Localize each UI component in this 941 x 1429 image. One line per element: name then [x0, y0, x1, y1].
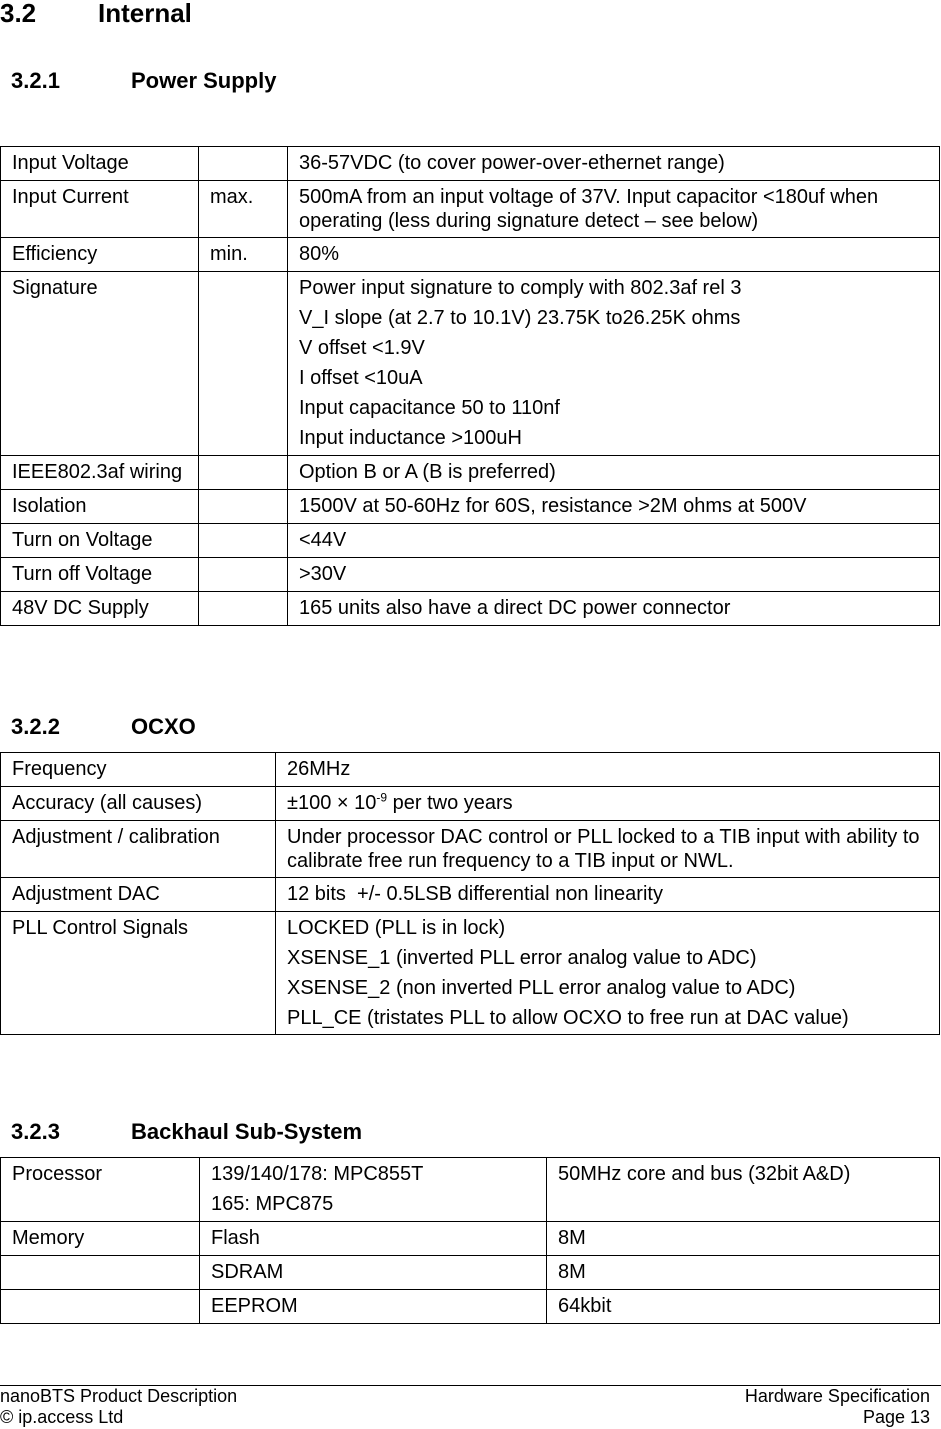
table-row — [1, 1158, 940, 1222]
power-supply-title: Power Supply — [131, 68, 277, 93]
param-cell: Input Voltage — [1, 147, 199, 181]
table-row — [1, 490, 940, 524]
value-cell — [276, 787, 940, 821]
table-row — [1, 147, 940, 181]
value-line: 165: MPC875 — [211, 1193, 334, 1215]
value-cell — [276, 821, 940, 878]
value-cell: 64kbit — [547, 1290, 940, 1324]
value-cell — [288, 238, 940, 272]
component-cell — [200, 1158, 547, 1222]
param-cell: IEEE802.3af wiring — [1, 456, 199, 490]
power-supply-heading — [11, 68, 276, 94]
param-cell: Accuracy (all causes) — [1, 787, 276, 821]
ocxo-number: 3.2.2 — [11, 714, 60, 739]
value-line: 26MHz — [287, 758, 351, 780]
param-cell: Input Current — [1, 181, 199, 238]
value-cell: 8M — [547, 1256, 940, 1290]
accuracy-exponent: -9 — [376, 790, 388, 805]
table-row — [1, 1222, 940, 1256]
qualifier-cell — [199, 272, 288, 456]
qualifier-cell — [199, 524, 288, 558]
table-row — [1, 753, 940, 787]
value-line: Option B or A (B is preferred) — [299, 461, 556, 483]
footer-page-number: Page 13 — [862, 1407, 930, 1427]
ocxo-title: OCXO — [131, 714, 196, 739]
section-title: Internal — [98, 0, 192, 28]
table-row — [1, 1290, 940, 1324]
backhaul-number: 3.2.3 — [11, 1119, 60, 1144]
value-line: XSENSE_1 (inverted PLL error analog value to ADC) — [287, 947, 757, 969]
value-line: 36-57VDC (to cover power-over-ethernet range) — [299, 152, 725, 174]
section-number: 3.2 — [0, 0, 37, 28]
footer-document-title: nanoBTS Product Description — [0, 1386, 238, 1406]
ocxo-table — [0, 752, 940, 1035]
param-cell: Memory — [1, 1222, 200, 1256]
param-cell — [1, 1256, 200, 1290]
value-line: 139/140/178: MPC855T — [211, 1163, 424, 1185]
param-cell — [1, 1290, 200, 1324]
value-line: Flash — [211, 1227, 260, 1249]
qualifier-cell — [199, 592, 288, 626]
value-line: V_I slope (at 2.7 to 10.1V) 23.75K to26.25K ohms — [299, 307, 741, 329]
value-cell — [288, 490, 940, 524]
qualifier-cell: min. — [199, 238, 288, 272]
value-line: >30V — [299, 563, 347, 585]
value-line: 1500V at 50-60Hz for 60S, resistance >2M ohms at 500V — [299, 495, 807, 517]
value-cell — [288, 181, 940, 238]
backhaul-heading — [11, 1119, 362, 1145]
value-line: EEPROM — [211, 1295, 298, 1317]
ocxo-heading — [11, 714, 196, 740]
table-row — [1, 272, 940, 456]
value-line: 80% — [299, 243, 340, 265]
table-row — [1, 238, 940, 272]
value-line: 165 units also have a direct DC power connector — [299, 597, 731, 619]
param-cell: 48V DC Supply — [1, 592, 199, 626]
value-line: <44V — [299, 529, 347, 551]
value-line: I offset <10uA — [299, 367, 423, 389]
qualifier-cell — [199, 490, 288, 524]
param-cell: Processor — [1, 1158, 200, 1222]
value-line: SDRAM — [211, 1261, 284, 1283]
param-cell: Efficiency — [1, 238, 199, 272]
accuracy-prefix: ±100 × 10 — [287, 792, 377, 814]
value-line: V offset <1.9V — [299, 337, 425, 359]
table-row — [1, 558, 940, 592]
component-cell — [200, 1256, 547, 1290]
table-row — [1, 524, 940, 558]
backhaul-title: Backhaul Sub-System — [131, 1119, 363, 1144]
value-line: Under processor DAC control or PLL locked to a TIB input with ability to calibrate free run frequency to a TIB input or NWL. — [287, 826, 920, 872]
qualifier-cell — [199, 456, 288, 490]
value-cell — [288, 558, 940, 592]
value-line: LOCKED (PLL is in lock) — [287, 917, 506, 939]
component-cell — [200, 1222, 547, 1256]
table-row — [1, 181, 940, 238]
param-cell: Turn on Voltage — [1, 524, 199, 558]
qualifier-cell: max. — [199, 181, 288, 238]
power-supply-table — [0, 146, 940, 626]
footer-section-title: Hardware Specification — [744, 1386, 930, 1406]
accuracy-suffix: per two years — [387, 792, 513, 814]
table-row — [1, 1256, 940, 1290]
table-row — [1, 878, 940, 912]
param-cell: Adjustment / calibration — [1, 821, 276, 878]
table-row — [1, 456, 940, 490]
value-cell — [288, 524, 940, 558]
value-cell — [288, 147, 940, 181]
param-cell: Adjustment DAC — [1, 878, 276, 912]
value-cell — [276, 912, 940, 1035]
backhaul-table — [0, 1157, 940, 1324]
param-cell: PLL Control Signals — [1, 912, 276, 1035]
table-row — [1, 787, 940, 821]
value-line: 12 bits +/- 0.5LSB differential non linearity — [287, 883, 663, 905]
value-line: PLL_CE (tristates PLL to allow OCXO to free run at DAC value) — [287, 1007, 849, 1029]
param-cell: Turn off Voltage — [1, 558, 199, 592]
value-line: 500mA from an input voltage of 37V. Input capacitor <180uf when operating (less during signature detect – see below) — [299, 186, 879, 232]
power-supply-number: 3.2.1 — [11, 68, 60, 93]
value-cell: 8M — [547, 1222, 940, 1256]
param-cell: Isolation — [1, 490, 199, 524]
section-heading — [0, 0, 192, 29]
value-cell — [288, 592, 940, 626]
footer-copyright: © ip.access Ltd — [0, 1407, 124, 1427]
table-row — [1, 821, 940, 878]
table-row — [1, 592, 940, 626]
value-cell — [276, 753, 940, 787]
value-cell: 50MHz core and bus (32bit A&D) — [547, 1158, 940, 1222]
qualifier-cell — [199, 147, 288, 181]
value-cell — [276, 878, 940, 912]
param-cell: Frequency — [1, 753, 276, 787]
param-cell: Signature — [1, 272, 199, 456]
table-row — [1, 912, 940, 1035]
value-line: XSENSE_2 (non inverted PLL error analog value to ADC) — [287, 977, 796, 999]
value-cell — [288, 456, 940, 490]
value-line: Power input signature to comply with 802.3af rel 3 — [299, 277, 742, 299]
qualifier-cell — [199, 558, 288, 592]
page-footer — [0, 1385, 941, 1428]
value-line: Input capacitance 50 to 110nf — [299, 397, 560, 419]
component-cell — [200, 1290, 547, 1324]
value-line: Input inductance >100uH — [299, 427, 522, 449]
value-cell — [288, 272, 940, 456]
